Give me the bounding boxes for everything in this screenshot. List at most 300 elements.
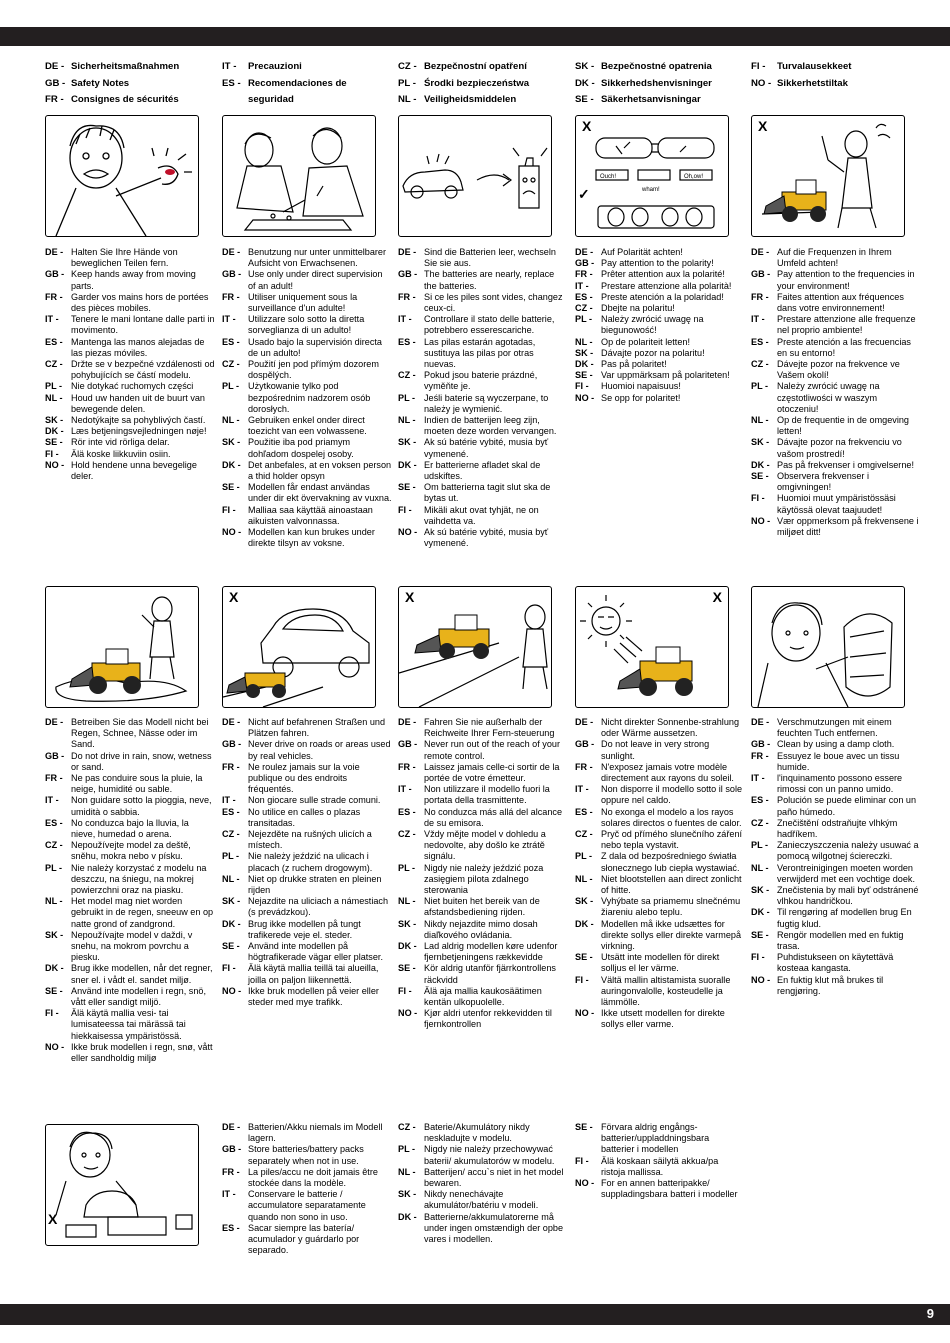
note-text: Garder vos mains hors de portées des pièces mobiles. (71, 291, 209, 314)
note-row (398, 292, 568, 314)
lang-code: FR - (575, 269, 593, 280)
lang-code: IT - (222, 1189, 236, 1200)
illustration-adult-supervision (222, 115, 376, 237)
lang-code: CZ - (751, 817, 769, 828)
note-text: Preste atención a la polaridad! (601, 291, 724, 302)
note-text: Til rengøring af modellen brug En fugtig klud. (777, 907, 912, 929)
lang-code: NO - (575, 1008, 595, 1019)
loader-in-puddle-icon (46, 587, 198, 707)
note-row (45, 896, 215, 930)
note-text: Huomioi napaisuus! (601, 381, 681, 392)
note-text: Verschmutzungen mit einem feuchten Tuch entfernen. (777, 717, 892, 739)
note-row (45, 795, 215, 817)
lang-code: GB - (398, 269, 418, 280)
lang-code: SK - (398, 918, 417, 929)
illustration-polarity (575, 115, 729, 237)
lang-code: SK - (575, 347, 594, 358)
note-text: Var uppmärksam på polariteten! (601, 370, 730, 381)
note-block-frequencies (751, 247, 921, 538)
note-text: Puhdistukseen on käytettävä kosteaa kangasta. (777, 952, 894, 974)
lang-code: FR - (222, 291, 240, 302)
header-text: Sikkerhetstiltak (777, 77, 848, 89)
cross-icon: X (405, 589, 415, 605)
note-text: Älä koskaan säilytä akkua/pa ristoja mallissa. (601, 1155, 719, 1177)
note-text: Älä käytä mallia teillä tai alueilla, joilla on paljon liikennettä. (248, 963, 379, 985)
note-row (398, 1212, 568, 1246)
lang-code: FR - (751, 291, 769, 302)
header-col-5 (751, 59, 921, 92)
note-row (575, 896, 745, 918)
note-text: Vær oppmerksom på frekvensene i miljøet ditt! (777, 515, 919, 538)
note-text: Usado bajo la supervisión directa de un adulto! (248, 336, 382, 358)
note-row (398, 393, 568, 415)
note-row (222, 1122, 392, 1144)
lang-code: GB - (751, 739, 771, 750)
lang-code: PL - (222, 851, 240, 862)
note-text: Benutzung nur unter unmittelbarer Aufsicht von Erwachsenen. (248, 247, 387, 269)
note-row (398, 1122, 568, 1144)
lang-code: SE - (398, 482, 416, 493)
note-row (751, 314, 921, 336)
header-row (575, 76, 745, 93)
lang-code: DK - (45, 426, 64, 437)
note-text: Nikdy nejazdite mimo dosah diaľkového ovládania. (424, 918, 538, 940)
illustration-range (398, 586, 552, 708)
note-row (751, 863, 921, 885)
lang-code: IT - (751, 314, 765, 325)
note-row (45, 426, 215, 437)
note-row (575, 739, 745, 761)
lang-code: DK - (575, 77, 595, 89)
note-row (575, 337, 745, 348)
note-row (575, 975, 745, 1009)
note-text: La piles/accu ne doit jamais être stockée dans la modèle. (248, 1166, 378, 1189)
note-block-rain (45, 717, 215, 1064)
note-row (575, 851, 745, 873)
note-row (751, 818, 921, 840)
lang-code: SE - (575, 94, 594, 105)
header-text: Sikkerhedshenvisninger (601, 77, 712, 89)
lang-code: IT - (575, 784, 589, 795)
adult-and-child-icon (223, 116, 375, 236)
note-row (398, 370, 568, 392)
header-text: Bezpečnostné opatrenia (601, 61, 712, 72)
header-row (222, 76, 372, 109)
note-text: Houd uw handen uit de buurt van bewegende delen. (71, 392, 205, 414)
note-row (398, 1008, 568, 1030)
note-row (45, 1042, 215, 1064)
lang-code: FR - (398, 291, 416, 302)
note-text: l'inquinamento possono essere rimossi con un panno umido. (777, 773, 903, 795)
note-text: No utilice en calles o plazas transitadas. (248, 806, 361, 828)
lang-code: FR - (45, 94, 64, 105)
note-text: Nie należy korzystać z modelu na deszczu, na śniegu, na mokrej powierzchni oraz na piasku. (71, 862, 207, 896)
loader-far-from-child-icon (399, 587, 551, 707)
header-col-3 (398, 59, 568, 109)
lang-code: FR - (398, 761, 416, 772)
note-text: Auf die Frequenzen in Ihrem Umfeld achten! (777, 247, 892, 269)
note-text: Kör aldrig utanför fjärrkontrollens räckvidd (424, 963, 556, 985)
note-block-sunlight (575, 717, 745, 1031)
note-text: Auf Polarität achten! (601, 247, 683, 257)
note-text: Mantenga las manos alejadas de las piezas móviles. (71, 336, 205, 358)
lang-code: IT - (222, 314, 236, 325)
note-row (751, 907, 921, 929)
lang-code: NO - (751, 77, 772, 89)
note-row (222, 941, 392, 963)
lang-code: SE - (575, 370, 593, 381)
note-text: En fuktig klut må brukes til rengjøring. (777, 974, 884, 996)
note-row (575, 874, 745, 896)
note-row (222, 874, 392, 896)
note-block-storage-1 (222, 1122, 392, 1256)
note-text: Laissez jamais celle-ci sortir de la portée de votre émetteur. (424, 761, 560, 784)
note-row (45, 415, 215, 426)
note-text: Het model mag niet worden gebruikt in de regen, sneeuw en op natte grond of zandgrond. (71, 896, 214, 929)
note-text: Mikäli akut ovat tyhjät, ne on vaihdetta va. (424, 504, 539, 526)
lang-code: PL - (575, 851, 593, 862)
note-row (575, 717, 745, 739)
note-row (222, 762, 392, 796)
child-storing-car-icon (46, 1125, 198, 1245)
lang-code: GB - (222, 1144, 242, 1155)
note-text: Dávajte pozor na polaritu! (601, 347, 705, 358)
lang-code: IT - (398, 314, 412, 325)
header-text: Veiligheidsmiddelen (424, 94, 517, 105)
note-row (575, 370, 745, 381)
note-row (45, 359, 215, 381)
note-row (222, 1189, 392, 1223)
lang-code: PL - (751, 840, 769, 851)
note-row (575, 393, 745, 404)
note-row (398, 863, 568, 897)
note-text: Si ce les piles sont vides, changez ceux-ci. (424, 291, 563, 314)
note-text: Älä aja mallia kaukosäätimen kentän ulkopuolelle. (424, 985, 542, 1008)
lang-code: ES - (575, 806, 593, 817)
note-row (222, 829, 392, 851)
note-row (575, 919, 745, 953)
note-text: Modellen får endast användas under dir ekt övervakning av vuxna. (248, 482, 392, 504)
note-text: Er batterierne afladet skal de udskiftes. (424, 459, 541, 482)
lang-code: DE - (45, 61, 65, 72)
note-text: Sacar siempre las batería/ acumulador y guárdarlo por separado. (248, 1222, 360, 1256)
lang-code: IT - (398, 784, 412, 795)
lang-code: CZ - (751, 359, 769, 370)
note-block-clean (751, 717, 921, 997)
note-row (45, 717, 215, 751)
battery-polarity-icon (576, 116, 728, 236)
lang-code: DE - (45, 717, 64, 727)
header-text: Consignes de sécurités (71, 94, 179, 105)
illustration-batteries-empty (398, 115, 552, 237)
lang-code: SE - (751, 929, 769, 940)
note-row (575, 314, 745, 336)
lang-code: IT - (751, 773, 765, 784)
note-text: Nicht auf befahrenen Straßen und Plätzen fahren. (248, 717, 386, 739)
note-text: Använd inte modellen på högtrafikerade vägar eller platser. (248, 941, 383, 963)
lang-code: CZ - (575, 303, 593, 314)
note-text: Do not drive in rain, snow, wetness or sand. (71, 750, 212, 772)
lang-code: SE - (751, 471, 769, 482)
note-row (222, 247, 392, 269)
lang-code: PL - (398, 77, 416, 89)
lang-code: FI - (575, 974, 589, 985)
note-text: Non guidare sotto la pioggia, neve, umidità o sabbia. (71, 795, 212, 817)
cross-icon: X (582, 118, 592, 134)
lang-code: ES - (222, 336, 240, 347)
lang-code: FI - (222, 963, 236, 974)
note-row (222, 359, 392, 381)
lang-code: PL - (751, 381, 769, 392)
lang-code: GB - (575, 739, 595, 750)
note-text: Nepoužívajte model v daždi, v snehu, na mokrom povrchu a piesku. (71, 929, 193, 963)
note-text: Batterien/Akku niemals im Modell lagern. (248, 1122, 383, 1144)
note-text: Batterierne/akkumulatorerne må under ingen omstændigh der opbe vares i modellen. (424, 1211, 564, 1245)
note-text: Clean by using a damp cloth. (777, 739, 895, 750)
note-row (398, 415, 568, 437)
note-row (222, 1223, 392, 1257)
note-text: Rör inte vid rörliga delar. (71, 437, 170, 448)
note-text: Dávejte pozor na frekvence ve Vašem okolí! (777, 359, 900, 381)
lang-code: DE - (222, 717, 241, 727)
note-row (751, 415, 921, 437)
note-text: Použití jen pod přímým dozorem dospělých. (248, 359, 379, 381)
lang-code: NL - (398, 415, 416, 426)
note-row (222, 314, 392, 336)
note-row (575, 952, 745, 974)
lang-code: DK - (575, 918, 594, 929)
note-text: Použitie iba pod priamym dohľadom dospelej osoby. (248, 437, 354, 459)
note-text: Nejezděte na rušných ulicích a místech. (248, 829, 372, 851)
lang-code: DK - (575, 359, 594, 370)
note-text: Op de polariteit letten! (601, 336, 690, 347)
note-block-hands (45, 247, 215, 482)
note-text: Ikke bruk modellen på veier eller steder med mye trafikk. (248, 985, 379, 1008)
lang-code: DE - (751, 247, 770, 257)
header-row (575, 59, 745, 76)
lang-code: SK - (751, 885, 770, 896)
note-text: No exonga el modelo a los rayos solares directos o fuentes de calor. (601, 806, 742, 828)
note-block-storage-3 (575, 1122, 745, 1200)
note-text: Należy zwrócić uwagę na częstotliwości w waszym otoczeniu! (777, 381, 880, 414)
lang-code: PL - (398, 392, 416, 403)
note-block-range (398, 717, 568, 1031)
wham-label: wham! (642, 187, 660, 193)
note-text: The batteries are nearly, replace the batteries. (424, 269, 555, 291)
note-row (751, 751, 921, 773)
header-col-1 (45, 59, 215, 109)
lang-code: PL - (575, 314, 593, 325)
lang-code: DK - (45, 963, 64, 974)
note-row (751, 952, 921, 974)
note-row (45, 292, 215, 314)
lang-code: SE - (575, 952, 593, 963)
note-text: Älä käytä mallia vesi- tai lumisateessa tai märässä tai hiekkaisessa ympäristössä. (71, 1008, 186, 1041)
note-row (575, 381, 745, 392)
note-text: Niet blootstellen aan direct zonlicht of hitte. (601, 873, 742, 896)
note-block-roads (222, 717, 392, 1008)
note-row (398, 807, 568, 829)
note-row (751, 739, 921, 750)
lang-code: GB - (222, 269, 242, 280)
lang-code: SK - (45, 929, 64, 940)
illustration-clean (751, 586, 905, 708)
lang-code: IT - (45, 314, 59, 325)
note-text: Brug ikke modellen på tungt trafikerede veje el. steder. (248, 918, 361, 940)
note-row (45, 930, 215, 964)
note-text: Brug ikke modellen, når det regner, sner el. i vådt el. sandet miljø. (71, 963, 213, 985)
note-row (751, 717, 921, 739)
note-row (45, 314, 215, 336)
note-row (575, 269, 745, 280)
lang-code: SK - (575, 896, 594, 907)
lang-code: GB - (398, 739, 418, 750)
child-remote-and-loader-icon (752, 116, 904, 236)
note-row (575, 762, 745, 784)
note-text: Držte se v bezpečné vzdálenosti od pohybujících se částí modelu. (71, 359, 215, 381)
lang-code: DE - (751, 717, 770, 727)
illustration-battery-storage (45, 1124, 199, 1246)
note-row (45, 1008, 215, 1042)
header-text: Bezpečnostní opatření (424, 61, 527, 72)
car-and-loader-on-road-icon (223, 587, 375, 707)
note-text: Malliaa saa käyttää ainoastaan aikuisten valvonnassa. (248, 504, 373, 526)
note-row (222, 963, 392, 985)
note-text: Använd inte modellen i regn, snö, vått eller sandigt miljö. (71, 985, 206, 1008)
lang-code: SE - (222, 482, 240, 493)
note-row (575, 258, 745, 269)
lang-code: NL - (575, 336, 593, 347)
note-text: Batterijen/ accu`s niet in het model bewaren. (424, 1166, 564, 1189)
note-row (398, 437, 568, 459)
cross-icon: X (758, 118, 768, 134)
note-text: Jeśli baterie są wyczerpane, to należy je wymienić. (424, 392, 549, 414)
note-row (398, 963, 568, 985)
note-row (222, 381, 392, 415)
note-row (398, 717, 568, 739)
lang-code: NO - (398, 527, 418, 538)
illustration-no-roads (222, 586, 376, 708)
note-text: Controllare il stato delle batterie, potrebbero esserescariche. (424, 314, 555, 336)
note-text: N'exposez jamais votre modèle directement aux rayons du soleil. (601, 761, 734, 784)
note-row (222, 807, 392, 829)
note-row (222, 415, 392, 437)
note-text: Tenere le mani lontane dalle parti in movimento. (71, 314, 215, 336)
lang-code: DE - (45, 247, 64, 257)
lang-code: FR - (222, 1166, 240, 1177)
note-text: Rengör modellen med en fuktig trasa. (777, 929, 904, 952)
note-text: Ikke bruk modellen i regn, snø, vått eller sandholdig miljø (71, 1041, 213, 1064)
lang-code: ES - (751, 795, 769, 806)
lang-code: CZ - (398, 1122, 416, 1132)
lang-code: PL - (398, 1144, 416, 1155)
note-text: Use only under direct supervision of an adult! (248, 269, 383, 291)
lang-code: ES - (575, 291, 593, 302)
note-row (45, 381, 215, 392)
note-row (575, 303, 745, 314)
note-row (45, 840, 215, 862)
note-row (398, 941, 568, 963)
note-row (45, 773, 215, 795)
lang-code: CZ - (398, 61, 417, 72)
note-text: Pas på frekvenser i omgivelserne! (777, 459, 914, 470)
lang-code: ES - (222, 1222, 240, 1233)
note-text: Nie należy jeździć na ulicach i placach (z ruchem drogowym). (248, 851, 373, 873)
note-row (751, 471, 921, 493)
note-block-supervision (222, 247, 392, 549)
lang-code: DE - (222, 1122, 241, 1132)
header-row (45, 76, 215, 93)
note-row (222, 505, 392, 527)
note-row (222, 1144, 392, 1166)
lang-code: NO - (222, 985, 242, 996)
note-row (45, 393, 215, 415)
lang-code: ES - (398, 806, 416, 817)
lang-code: NO - (751, 515, 771, 526)
lang-code: FI - (751, 493, 765, 504)
lang-code: DK - (751, 907, 770, 918)
cross-icon: X (712, 589, 722, 605)
lang-code: SE - (222, 941, 240, 952)
note-row (222, 919, 392, 941)
note-row (398, 829, 568, 863)
note-text: Det anbefales, at en voksen person a thid holder opsyn (248, 459, 392, 482)
lang-code: GB - (45, 269, 65, 280)
note-row (398, 739, 568, 761)
sun-over-loader-icon (576, 587, 728, 707)
note-text: Non giocare sulle strade comuni. (248, 795, 381, 806)
lang-code: NL - (575, 873, 593, 884)
illustration-hands-away (45, 115, 199, 237)
lang-code: NL - (751, 862, 769, 873)
child-hand-pain-icon (46, 116, 198, 236)
note-row (575, 348, 745, 359)
lang-code: SK - (751, 437, 770, 448)
lang-code: NO - (45, 1041, 65, 1052)
lang-code: FI - (45, 1008, 59, 1019)
note-row (398, 247, 568, 269)
header-text: Precauzioni (248, 61, 302, 72)
lang-code: FI - (751, 61, 766, 72)
note-text: Vždy mějte model v dohledu a nedovolte, aby došlo ke ztrátě signálu. (424, 829, 546, 862)
note-text: Znečistenia by mali byť odstránené vlhkou handričkou. (777, 885, 919, 907)
note-row (222, 1167, 392, 1189)
note-row (398, 269, 568, 291)
note-row (222, 460, 392, 482)
lang-code: CZ - (222, 829, 240, 840)
note-text: Se opp for polaritet! (601, 392, 681, 403)
lang-code: SE - (575, 1122, 593, 1132)
lang-code: CZ - (575, 829, 593, 840)
note-text: Essuyez le boue avec un tissu humide. (777, 750, 900, 772)
lang-code: DK - (222, 459, 241, 470)
lang-code: ES - (222, 806, 240, 817)
note-text: Huomioi muut ympäristössäsi käytössä olevat taajuudet! (777, 493, 896, 515)
lang-code: PL - (222, 381, 240, 392)
lang-code: SK - (398, 1189, 417, 1200)
note-row (222, 851, 392, 873)
lang-code: NL - (751, 415, 769, 426)
note-text: Betreiben Sie das Modell nicht bei Regen, Schnee, Nässe oder im Sand. (71, 717, 209, 750)
header-row (751, 76, 921, 93)
note-row (398, 1144, 568, 1166)
note-row (45, 449, 215, 460)
note-text: Ikke utsett modellen for direkte sollys eller varme. (601, 1008, 725, 1030)
note-text: Nejazdite na uliciach a námestiach (s prevádzkou). (248, 896, 389, 918)
lang-code: NO - (222, 527, 242, 538)
note-text: Lad aldrig modellen køre udenfor fjernbetjeningens rækkevidde (424, 941, 558, 963)
header-text: Säkerhetsanvisningar (601, 94, 701, 105)
